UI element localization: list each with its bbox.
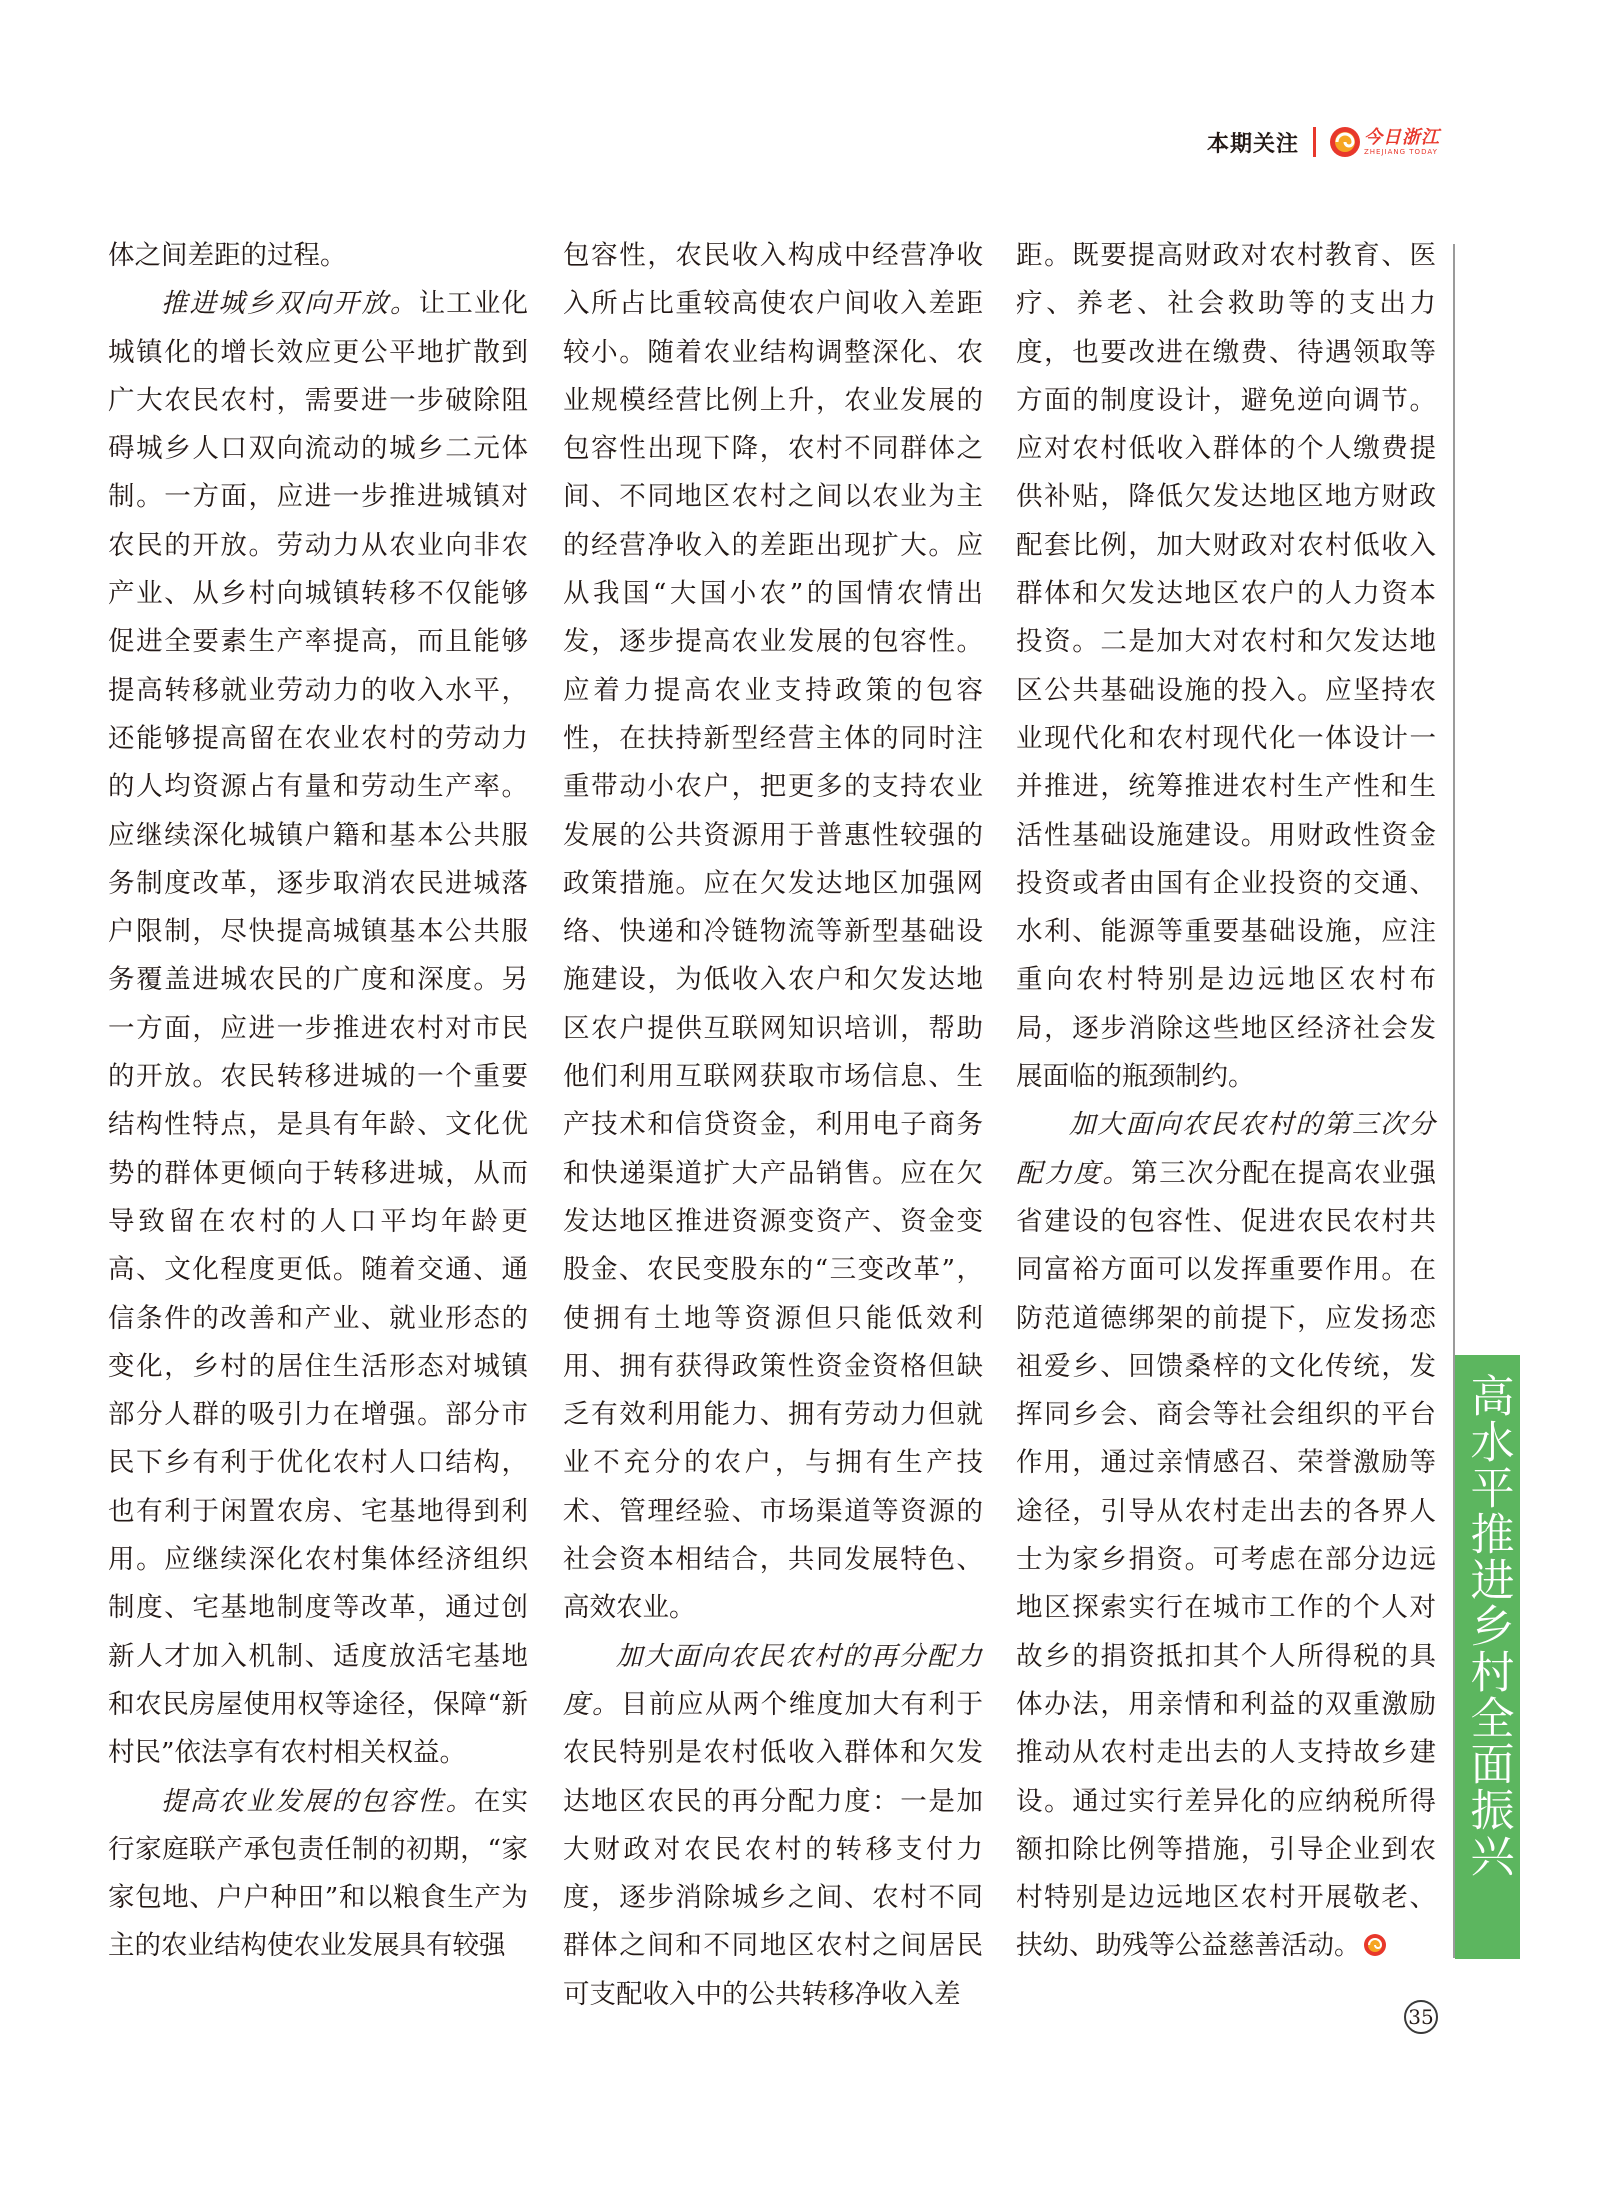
header-divider [1313, 127, 1316, 157]
section-side-tab [1455, 1355, 1520, 1959]
paragraph-body: 目前应从两个维度加大有利于农民特别是农村低收入群体和欠发达地区农民的再分配力度：一是加大财政对农民农村的转移支付力度，逐步消除城乡之间、农村不同群体之间和不同地区农村之间居民可支配收入中的公共转移净收入差 [563, 1688, 984, 2010]
logo-text-cn: 今日浙江 [1364, 126, 1440, 148]
section-lead: 推进城乡双向开放。 [161, 288, 419, 320]
section-title: 本期关注 [1206, 131, 1299, 157]
paragraph-body: 在实行家庭联产承包责任制的初期，“家家包地、户户种田”和以粮食生产为主的农业结构使农业发展具有较强 [108, 1785, 529, 1962]
article-column-2 [563, 232, 983, 2019]
paragraph-body: 让工业化城镇化的增长效应更公平地扩散到广大农民农村，需要进一步破除阻碍城乡人口双向流动的城乡二元体制。一方面，应进一步推进城镇对农民的开放。劳动力从农业向非农产业、从乡村向城镇转移不仅能够促进全要素生产率提高，而且能够提高转移就业劳动力的收入水平，还能够提高留在农业农村的劳动力的人均资源占有量和劳动生产率。应继续深化城镇户籍和基本公共服务制度改革，逐步取消农民进城落户限制，尽快提高城镇基本公共服务覆盖进城农民的广度和深度。另一方面，应进一步推进农村对市民的开放。农民转移进城的一个重要结构性特点，是具有年龄、文化优势的群体更倾向于转移进城，从而导致留在农村的人口平均年龄更高、文化程度更低。随着交通、通信条件的改善和产业、就业形态的变化，乡村的居住生活形态对城镇部分人群的吸引力在增强。部分市民下乡有利于优化农村人口结构，也有利于闲置农房、宅基地得到利用。应继续深化农村集体经济组织制度、宅基地制度等改革，通过创新人才加入机制、适度放活宅基地和农民房屋使用权等途径，保障“新村民”依法享有农村相关权益。 [108, 288, 528, 1769]
logo-swirl-icon [1328, 125, 1362, 159]
page-number: 35 [1404, 2000, 1438, 2034]
paragraph [1016, 1101, 1436, 1970]
side-tab-title: 高水平推进乡村全面振兴 [1462, 1373, 1514, 1879]
section-lead: 加大面向农民农村的再分配力度。 [563, 1640, 983, 1720]
paragraph [108, 1778, 528, 1971]
article-column-1 [108, 232, 528, 1971]
paragraph: 距。既要提高财政对农村教育、医疗、养老、社会救助等的支出力度，也要改进在缴费、待遇领取等方面的制度设计，避免逆向调节。应对农村低收入群体的个人缴费提供补贴，降低欠发达地区地方财政配套比例，加大财政对农村低收入群体和欠发达地区农户的人力资本投资。二是加大对农村和欠发达地区公共基础设施的投入。应坚持农业现代化和农村现代化一体设计一并推进，统筹推进农村生产性和生活性基础设施建设。用财政性资金投资或者由国有企业投资的交通、水利、能源等重要基础设施，应注重向农村特别是边远地区农村布局，逐步消除这些地区经济社会发展面临的瓶颈制约。 [1016, 240, 1436, 1093]
paragraph [108, 280, 528, 1777]
article-end-icon [1363, 1933, 1387, 1957]
article-column-3 [1016, 232, 1436, 1971]
paragraph: 包容性，农民收入构成中经营净收入所占比重较高使农户间收入差距较小。随着农业结构调整深化、农业规模经营比例上升，农业发展的包容性出现下降，农村不同群体之间、不同地区农村之间以农业为主的经营净收入的差距出现扩大。应从我国“大国小农”的国情农情出发，逐步提高农业发展的包容性。应着力提高农业支持政策的包容性，在扶持新型经营主体的同时注重带动小农户，把更多的支持农业发展的公共资源用于普惠性较强的政策措施。应在欠发达地区加强网络、快递和冷链物流等新型基础设施建设，为低收入农户和欠发达地区农户提供互联网知识培训，帮助他们利用互联网获取市场信息、生产技术和信贷资金，利用电子商务和快递渠道扩大产品销售。应在欠发达地区推进资源变资产、资金变股金、农民变股东的“三变改革”，使拥有土地等资源但只能低效利用、拥有获得政策性资金资格但缺乏有效利用能力、拥有劳动力但就业不充分的农户，与拥有生产技术、管理经验、市场渠道等资源的社会资本相结合，共同发展特色、高效农业。 [563, 240, 983, 1624]
paragraph: 体之间差距的过程。 [108, 240, 347, 271]
logo-text-en: ZHEJIANG TODAY [1364, 147, 1438, 156]
paragraph-body: 第三次分配在提高农业强省建设的包容性、促进农民农村共同富裕方面可以发挥重要作用。在防范道德绑架的前提下，应发扬恋祖爱乡、回馈桑梓的文化传统，发挥同乡会、商会等社会组织的平台作用，通过亲情感召、荣誉激励等途径，引导从农村走出去的各界人士为家乡捐资。可考虑在部分边远地区探索实行在城市工作的个人对故乡的捐资抵扣其个人所得税的具体办法，用亲情和利益的双重激励推动从农村走出去的人支持故乡建设。通过实行差异化的应纳税所得额扣除比例等措施，引导企业到农村特别是边远地区农村开展敬老、扶幼、助残等公益慈善活动。 [1016, 1157, 1437, 1962]
paragraph [563, 1633, 983, 2019]
section-lead: 提高农业发展的包容性。 [161, 1785, 475, 1817]
section-lead: 加大面向农民农村的第三次分配力度。 [1016, 1109, 1436, 1189]
magazine-logo [1328, 125, 1440, 159]
page-header [1207, 118, 1440, 166]
